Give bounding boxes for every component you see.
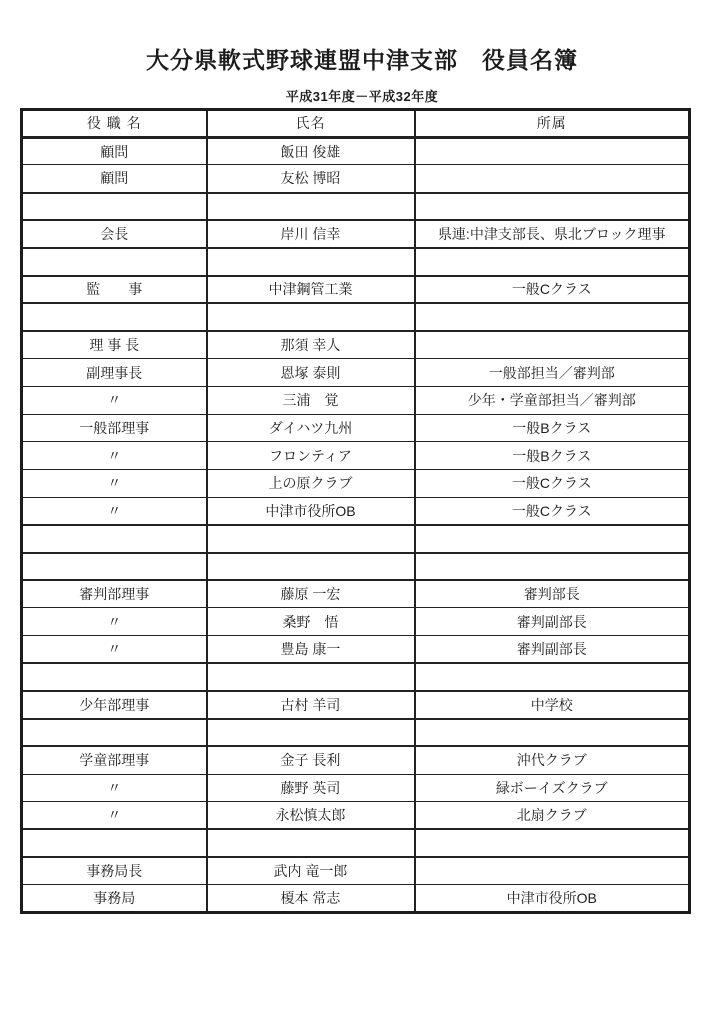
officers-table — [20, 108, 691, 914]
header-affiliation: 所属 — [415, 110, 690, 138]
affiliation-cell: 審判副部長 — [415, 636, 690, 664]
table-row — [22, 580, 690, 608]
spacer-row — [22, 193, 690, 221]
affiliation-cell — [415, 248, 690, 276]
affiliation-cell — [415, 553, 690, 581]
position-cell — [22, 193, 207, 221]
affiliation-cell — [415, 525, 690, 553]
affiliation-cell: 一般Cクラス — [415, 469, 690, 497]
page-subtitle: 平成31年度－平成32年度 — [285, 89, 439, 104]
position-cell: 会長 — [22, 220, 207, 248]
name-cell: 中津市役所OB — [207, 497, 415, 525]
position-cell — [22, 829, 207, 857]
position-cell: 学童部理事 — [22, 746, 207, 774]
name-cell: 恩塚 泰則 — [207, 359, 415, 387]
affiliation-cell: 少年・学童部担当／審判部 — [415, 386, 690, 414]
position-cell — [22, 248, 207, 276]
position-cell: 副理事長 — [22, 359, 207, 387]
position-cell: 理 事 長 — [22, 331, 207, 359]
name-cell — [207, 829, 415, 857]
table-row — [22, 691, 690, 719]
table-row — [22, 276, 690, 304]
spacer-row — [22, 719, 690, 747]
affiliation-cell: 審判部長 — [415, 580, 690, 608]
table-row — [22, 137, 690, 165]
name-cell: 那須 幸人 — [207, 331, 415, 359]
table-row — [22, 885, 690, 913]
table-row — [22, 220, 690, 248]
table-row — [22, 442, 690, 470]
name-cell: 榎本 常志 — [207, 885, 415, 913]
table-row — [22, 165, 690, 193]
header-row — [22, 110, 690, 138]
position-cell: 事務局長 — [22, 857, 207, 885]
affiliation-cell — [415, 331, 690, 359]
name-cell — [207, 553, 415, 581]
affiliation-cell: 一般部担当／審判部 — [415, 359, 690, 387]
name-cell: 藤原 一宏 — [207, 580, 415, 608]
spacer-row — [22, 248, 690, 276]
table-row — [22, 802, 690, 830]
position-cell: 監 事 — [22, 276, 207, 304]
affiliation-cell: 一般Bクラス — [415, 414, 690, 442]
spacer-row — [22, 525, 690, 553]
name-cell: 藤野 英司 — [207, 774, 415, 802]
position-cell — [22, 719, 207, 747]
table-row — [22, 774, 690, 802]
spacer-row — [22, 303, 690, 331]
name-cell: 豊島 康一 — [207, 636, 415, 664]
position-cell: 一般部理事 — [22, 414, 207, 442]
affiliation-cell — [415, 193, 690, 221]
position-cell: 〃 — [22, 802, 207, 830]
position-cell: 〃 — [22, 442, 207, 470]
position-cell — [22, 663, 207, 691]
header-name: 氏名 — [207, 110, 415, 138]
page-title: 大分県軟式野球連盟中津支部 役員名簿 — [146, 47, 578, 73]
name-cell — [207, 525, 415, 553]
name-cell: 上の原クラブ — [207, 469, 415, 497]
name-cell — [207, 663, 415, 691]
position-cell: 〃 — [22, 636, 207, 664]
table-row — [22, 636, 690, 664]
name-cell: 永松慎太郎 — [207, 802, 415, 830]
table-row — [22, 359, 690, 387]
table-row — [22, 608, 690, 636]
affiliation-cell: 中学校 — [415, 691, 690, 719]
name-cell: フロンティア — [207, 442, 415, 470]
affiliation-cell — [415, 857, 690, 885]
header-position: 役 職 名 — [22, 110, 207, 138]
position-cell: 顧問 — [22, 137, 207, 165]
table-row — [22, 414, 690, 442]
affiliation-cell: 沖代クラブ — [415, 746, 690, 774]
name-cell — [207, 248, 415, 276]
position-cell: 〃 — [22, 386, 207, 414]
affiliation-cell — [415, 829, 690, 857]
name-cell: 武内 竜一郎 — [207, 857, 415, 885]
spacer-row — [22, 553, 690, 581]
name-cell: 友松 博昭 — [207, 165, 415, 193]
table-row — [22, 497, 690, 525]
affiliation-cell: 県連:中津支部長、県北ブロック理事 — [415, 220, 690, 248]
affiliation-cell: 一般Bクラス — [415, 442, 690, 470]
affiliation-cell — [415, 663, 690, 691]
table-row — [22, 386, 690, 414]
position-cell — [22, 303, 207, 331]
name-cell — [207, 193, 415, 221]
name-cell: 中津鋼管工業 — [207, 276, 415, 304]
affiliation-cell: 審判副部長 — [415, 608, 690, 636]
table-row — [22, 746, 690, 774]
affiliation-cell: 北扇クラブ — [415, 802, 690, 830]
position-cell — [22, 553, 207, 581]
officers-table-body — [22, 137, 690, 912]
position-cell: 審判部理事 — [22, 580, 207, 608]
affiliation-cell: 中津市役所OB — [415, 885, 690, 913]
table-row — [22, 857, 690, 885]
affiliation-cell — [415, 719, 690, 747]
affiliation-cell — [415, 165, 690, 193]
position-cell: 〃 — [22, 497, 207, 525]
spacer-row — [22, 829, 690, 857]
spacer-row — [22, 663, 690, 691]
name-cell: 金子 長利 — [207, 746, 415, 774]
officers-table-container — [20, 108, 691, 914]
name-cell — [207, 303, 415, 331]
position-cell: 事務局 — [22, 885, 207, 913]
affiliation-cell — [415, 303, 690, 331]
position-cell: 〃 — [22, 469, 207, 497]
position-cell: 顧問 — [22, 165, 207, 193]
affiliation-cell: 一般Cクラス — [415, 276, 690, 304]
table-row — [22, 331, 690, 359]
name-cell: ダイハツ九州 — [207, 414, 415, 442]
affiliation-cell: 一般Cクラス — [415, 497, 690, 525]
name-cell: 桑野 悟 — [207, 608, 415, 636]
name-cell: 飯田 俊雄 — [207, 137, 415, 165]
name-cell: 三浦 覚 — [207, 386, 415, 414]
position-cell: 〃 — [22, 608, 207, 636]
position-cell: 〃 — [22, 774, 207, 802]
name-cell: 岸川 信幸 — [207, 220, 415, 248]
affiliation-cell: 緑ボーイズクラブ — [415, 774, 690, 802]
table-row — [22, 469, 690, 497]
name-cell: 古村 羊司 — [207, 691, 415, 719]
affiliation-cell — [415, 137, 690, 165]
position-cell: 少年部理事 — [22, 691, 207, 719]
position-cell — [22, 525, 207, 553]
name-cell — [207, 719, 415, 747]
